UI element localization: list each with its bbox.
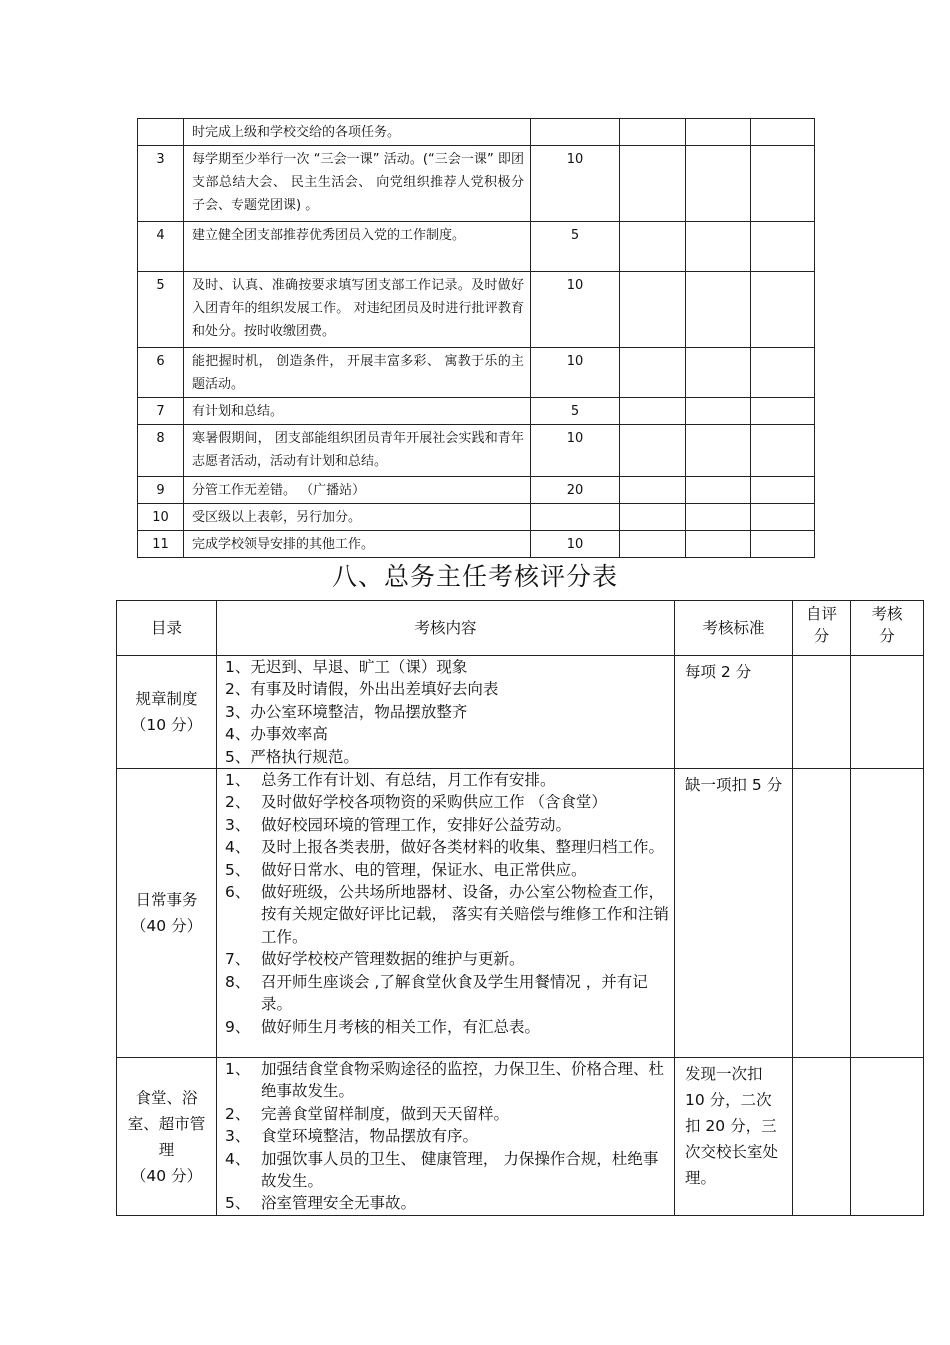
item-number: 5、 xyxy=(225,860,251,879)
row-number: 4 xyxy=(138,222,184,272)
general-affairs-assessment-table xyxy=(116,600,924,1216)
header-category: 目录 xyxy=(117,601,217,656)
table-row xyxy=(138,398,815,425)
list-item xyxy=(225,1058,670,1103)
item-number: 1、 xyxy=(225,771,251,790)
empty-cell xyxy=(751,477,815,504)
row-score: 10 xyxy=(531,348,620,398)
category-row xyxy=(117,769,924,1058)
row-score: 5 xyxy=(531,222,620,272)
empty-cell xyxy=(620,531,686,558)
content-cell xyxy=(217,656,675,769)
item-number: 6、 xyxy=(225,883,251,902)
item-text: 做好日常水、电的管理，保证水、电正常供应。 xyxy=(261,860,587,879)
empty-cell xyxy=(686,477,751,504)
header-content: 考核内容 xyxy=(217,601,675,656)
row-number: 6 xyxy=(138,348,184,398)
item-number: 2、 xyxy=(225,1104,251,1123)
empty-cell xyxy=(620,272,686,348)
empty-cell xyxy=(620,504,686,531)
empty-cell xyxy=(620,398,686,425)
empty-cell xyxy=(751,222,815,272)
item-text: 及时做好学校各项物资的采购供应工作 （含食堂） xyxy=(261,793,607,812)
empty-cell xyxy=(751,398,815,425)
empty-cell xyxy=(751,425,815,477)
team-branch-assessment-table xyxy=(137,118,815,558)
item-text: 加强饮事人员的卫生、 健康管理， 力保操作合规，杜绝事故发生。 xyxy=(261,1149,659,1191)
list-item xyxy=(225,836,670,858)
row-score xyxy=(531,504,620,531)
empty-cell xyxy=(686,504,751,531)
item-text: 办事效率高 xyxy=(250,725,328,744)
row-number: 9 xyxy=(138,477,184,504)
row-number: 5 xyxy=(138,272,184,348)
empty-cell xyxy=(751,146,815,222)
empty-cell xyxy=(751,504,815,531)
empty-cell xyxy=(751,348,815,398)
standard-cell: 发现一次扣 10 分，二次扣 20 分，三次交校长室处理。 xyxy=(675,1058,793,1216)
content-cell xyxy=(217,1058,675,1216)
empty-cell xyxy=(620,477,686,504)
item-text: 做好学校校产管理数据的维护与更新。 xyxy=(261,950,525,969)
item-number: 5、 xyxy=(225,1194,251,1213)
item-text: 无迟到、早退、旷工（课）现象 xyxy=(250,658,468,676)
category-cell xyxy=(117,656,217,769)
row-score: 10 xyxy=(531,425,620,477)
item-number: 3、 xyxy=(225,1127,251,1146)
empty-cell xyxy=(686,146,751,222)
item-number: 1、 xyxy=(225,1060,251,1079)
row-score: 10 xyxy=(531,146,620,222)
empty-cell xyxy=(620,119,686,146)
team-branch-table-body xyxy=(138,119,815,558)
empty-cell xyxy=(686,119,751,146)
header-standard: 考核标准 xyxy=(675,601,793,656)
row-number: 10 xyxy=(138,504,184,531)
list-item xyxy=(225,656,670,678)
item-number: 2、 xyxy=(225,680,251,699)
item-text: 做好校园环境的管理工作，安排好公益劳动。 xyxy=(261,815,572,834)
category-cell xyxy=(117,1058,217,1216)
item-number: 3、 xyxy=(225,702,251,721)
empty-cell xyxy=(686,272,751,348)
item-number: 2、 xyxy=(225,793,251,812)
empty-cell xyxy=(686,398,751,425)
row-number xyxy=(138,119,184,146)
list-item xyxy=(225,701,670,723)
empty-cell xyxy=(751,119,815,146)
general-affairs-table-body xyxy=(117,656,924,1216)
item-number: 1、 xyxy=(225,658,251,676)
header-check-score: 考核分 xyxy=(851,601,924,656)
category-label: 规章制度 （10 分） xyxy=(130,690,203,735)
item-text: 召开师生座谈会 ,了解食堂伙食及学生用餐情况 ，并有记录。 xyxy=(261,972,648,1014)
item-text: 做好师生月考核的相关工作，有汇总表。 xyxy=(261,1017,541,1036)
item-text: 总务工作有计划、有总结，月工作有安排。 xyxy=(261,771,556,790)
list-item xyxy=(225,1192,670,1214)
list-item xyxy=(225,948,670,970)
list-item xyxy=(225,746,670,768)
empty-cell xyxy=(751,272,815,348)
item-number: 4、 xyxy=(225,838,251,857)
item-text: 完善食堂留样制度，做到天天留样。 xyxy=(261,1104,510,1123)
list-item xyxy=(225,769,670,791)
list-item xyxy=(225,1103,670,1125)
empty-cell xyxy=(620,425,686,477)
list-item xyxy=(225,1016,670,1038)
list-item xyxy=(225,723,670,745)
check-score-cell xyxy=(851,769,924,1058)
check-score-cell xyxy=(851,656,924,769)
list-item xyxy=(225,971,670,1016)
item-number: 7、 xyxy=(225,950,251,969)
row-content: 时完成上级和学校交给的各项任务。 xyxy=(184,119,531,146)
item-text: 做好班级，公共场所地器材、设备，办公室公物检查工作， 按有关规定做好评比记载， 落实有关赔偿与维修工作和注销工作。 xyxy=(261,883,669,946)
list-item xyxy=(225,814,670,836)
empty-cell xyxy=(620,222,686,272)
item-number: 5、 xyxy=(225,747,251,766)
table-row xyxy=(138,146,815,222)
item-text: 有事及时请假，外出出差填好去向表 xyxy=(250,680,499,699)
list-item xyxy=(225,678,670,700)
empty-cell xyxy=(686,348,751,398)
table-row xyxy=(138,348,815,398)
standard-cell: 缺一项扣 5 分 xyxy=(675,769,793,1058)
row-content: 每学期至少举行一次 “三会一课” 活动。(“三会一课” 即团支部总结大会、 民主生活会、 向党组织推荐人党积极分子会、专题党团课) 。 xyxy=(184,146,531,222)
row-number: 7 xyxy=(138,398,184,425)
table-row xyxy=(138,531,815,558)
self-score-cell xyxy=(793,769,851,1058)
row-score: 10 xyxy=(531,531,620,558)
category-label: 食堂、浴室、超市管理 （40 分） xyxy=(127,1088,206,1185)
row-content: 及时、认真、准确按要求填写团支部工作记录。及时做好入团青年的组织发展工作。 对违纪团员及时进行批评教育和处分。按时收缴团费。 xyxy=(184,272,531,348)
list-item xyxy=(225,1148,670,1193)
row-content: 完成学校领导安排的其他工作。 xyxy=(184,531,531,558)
list-item xyxy=(225,1125,670,1147)
item-text: 办公室环境整洁，物品摆放整齐 xyxy=(250,702,468,721)
standard-cell: 每项 2 分 xyxy=(675,656,793,769)
table-row xyxy=(138,477,815,504)
empty-cell xyxy=(686,531,751,558)
row-score xyxy=(531,119,620,146)
section-title: 八、总务主任考核评分表 xyxy=(331,562,618,591)
table-header-row xyxy=(117,601,924,656)
item-number: 8、 xyxy=(225,972,251,991)
item-text: 加强结食堂食物采购途径的监控，力保卫生、价格合理、杜绝事故发生。 xyxy=(261,1060,665,1101)
item-number: 4、 xyxy=(225,725,251,744)
row-number: 8 xyxy=(138,425,184,477)
row-content: 寒暑假期间， 团支部能组织团员青年开展社会实践和青年志愿者活动，活动有计划和总结。 xyxy=(184,425,531,477)
row-score: 20 xyxy=(531,477,620,504)
list-item xyxy=(225,881,670,948)
table-row xyxy=(138,425,815,477)
header-self-score: 自评分 xyxy=(793,601,851,656)
table-row xyxy=(138,272,815,348)
item-text: 及时上报各类表册，做好各类材料的收集、整理归档工作。 xyxy=(261,838,665,857)
self-score-cell xyxy=(793,656,851,769)
category-row xyxy=(117,1058,924,1216)
table-row xyxy=(138,119,815,146)
empty-cell xyxy=(620,348,686,398)
category-row xyxy=(117,656,924,769)
category-cell xyxy=(117,769,217,1058)
item-number: 4、 xyxy=(225,1149,251,1168)
category-label: 日常事务 （40 分） xyxy=(130,891,203,936)
check-score-cell xyxy=(851,1058,924,1216)
row-content: 建立健全团支部推荐优秀团员入党的工作制度。 xyxy=(184,222,531,272)
row-content: 能把握时机， 创造条件， 开展丰富多彩、 寓教于乐的主题活动。 xyxy=(184,348,531,398)
row-score: 10 xyxy=(531,272,620,348)
row-number: 3 xyxy=(138,146,184,222)
empty-cell xyxy=(686,222,751,272)
item-text: 严格执行规范。 xyxy=(250,747,359,766)
row-content: 受区级以上表彰，另行加分。 xyxy=(184,504,531,531)
table-row xyxy=(138,504,815,531)
table-row xyxy=(138,222,815,272)
content-cell xyxy=(217,769,675,1058)
list-item xyxy=(225,859,670,881)
row-content: 分管工作无差错。 （广播站） xyxy=(184,477,531,504)
item-number: 3、 xyxy=(225,815,251,834)
item-text: 食堂环境整洁，物品摆放有序。 xyxy=(261,1127,479,1146)
self-score-cell xyxy=(793,1058,851,1216)
row-score: 5 xyxy=(531,398,620,425)
list-item xyxy=(225,791,670,813)
empty-cell xyxy=(751,531,815,558)
row-number: 11 xyxy=(138,531,184,558)
empty-cell xyxy=(620,146,686,222)
item-text: 浴室管理安全无事故。 xyxy=(261,1194,417,1213)
empty-cell xyxy=(686,425,751,477)
item-number: 9、 xyxy=(225,1017,251,1036)
row-content: 有计划和总结。 xyxy=(184,398,531,425)
